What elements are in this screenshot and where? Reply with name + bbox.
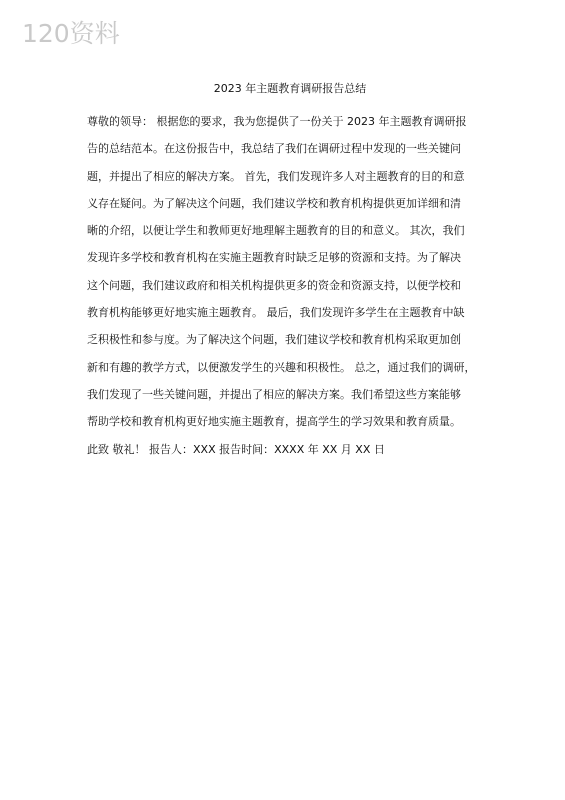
body-line: 义存在疑问。为了解决这个问题，我们建议学校和教育机构提供更加详细和清 <box>87 196 461 210</box>
body-line: 晰的介绍，以便让学生和教师更好地理解主题教育的目的和意义。 其次，我们 <box>87 224 465 238</box>
body-line: 题，并提出了相应的解决方案。 首先，我们发现许多人对主题教育的目的和意 <box>87 169 465 183</box>
signature-line: 此致 敬礼！ 报告人：XXX 报告时间：XXXX 年 XX 月 XX 日 <box>87 442 385 456</box>
body-line: 帮助学校和教育机构更好地实施主题教育，提高学生的学习效果和教育质量。 <box>87 415 461 429</box>
body-line: 教育机构能够更好地实施主题教育。 最后，我们发现许多学生在主题教育中缺 <box>87 306 465 320</box>
body-line: 我们发现了一些关键问题，并提出了相应的解决方案。我们希望这些方案能够 <box>87 387 461 401</box>
document-page <box>87 82 493 463</box>
watermark-logo: 120资料 <box>22 19 120 48</box>
body-line: 乏积极性和参与度。为了解决这个问题，我们建议学校和教育机构采取更加创 <box>87 333 461 347</box>
body-line: 发现许多学校和教育机构在实施主题教育时缺乏足够的资源和支持。为了解决 <box>87 251 461 265</box>
document-body <box>87 108 493 463</box>
document-title: 2023 年主题教育调研报告总结 <box>213 82 367 95</box>
body-line: 告的总结范本。在这份报告中，我总结了我们在调研过程中发现的一些关键问 <box>87 142 461 156</box>
body-line: 这个问题，我们建议政府和相关机构提供更多的资金和资源支持，以便学校和 <box>87 278 461 292</box>
body-line: 新和有趣的教学方式，以便激发学生的兴趣和积极性。 总之，通过我们的调研， <box>87 360 476 374</box>
body-line: 尊敬的领导： 根据您的要求，我为您提供了一份关于 2023 年主题教育调研报 <box>87 115 467 128</box>
